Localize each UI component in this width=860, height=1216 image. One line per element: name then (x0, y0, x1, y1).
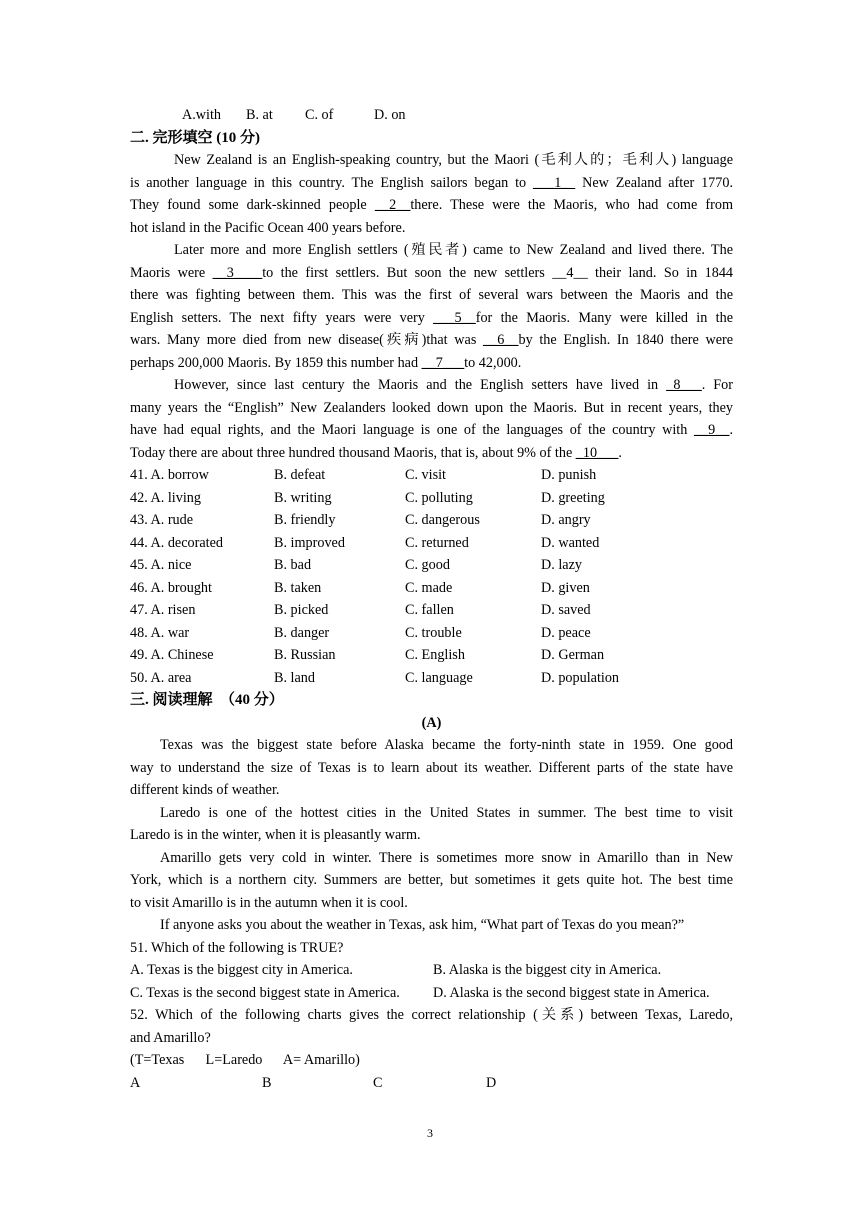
option-b: B. taken (274, 579, 322, 596)
line-text: New Zealand after 1770. (575, 174, 733, 191)
line-text: Maoris were (130, 264, 213, 281)
option-a: 50. A. area (130, 669, 192, 686)
option-b: B. at (246, 107, 273, 123)
line-text: New Zealand is an English-speaking country, but the Maori (毛利人的；毛利人) language (174, 152, 733, 168)
q51-option-b: B. Alaska is the biggest city in America. (433, 962, 662, 978)
paragraph-line (130, 419, 733, 442)
line-text: is another language in this country. The English sailors began to (130, 174, 533, 191)
q51-question: 51. Which of the following is TRUE? (130, 939, 344, 956)
option-c: C. English (405, 647, 465, 663)
reading-passage (130, 734, 733, 937)
line-text: . (729, 422, 733, 438)
line-text: by the English. In 1840 there were (518, 332, 734, 348)
line-text: hot island in the Pacific Ocean 400 years before. (130, 219, 406, 236)
paragraph-line (130, 194, 733, 217)
option-b: B. danger (274, 624, 330, 641)
option-a: 45. A. nice (130, 557, 192, 573)
option-a: 44. A. decorated (130, 534, 223, 551)
option-c: C. fallen (405, 602, 454, 618)
option-a: 43. A. rude (130, 512, 194, 528)
paragraph-line (130, 262, 733, 285)
q52-label-d: D (486, 1074, 497, 1091)
option-d: D. punish (541, 467, 597, 483)
line-text: wars. Many more died from new disease(疾病)that was (130, 332, 484, 348)
option-row (130, 644, 733, 667)
q51-options-row1 (130, 959, 733, 982)
answer-blank: __3____ (212, 264, 263, 281)
line-text: . (618, 444, 622, 461)
q51-option-a: A. Texas is the biggest city in America. (130, 962, 353, 978)
line-text: . For (701, 377, 733, 393)
option-b: B. bad (274, 557, 312, 573)
line-text: to 42,000. (464, 354, 522, 371)
line-text: many years the “English” New Zealanders looked down upon the Maoris. But in recent years, they (130, 399, 733, 416)
option-a: 41. A. borrow (130, 467, 209, 483)
option-row (130, 532, 733, 555)
option-c: C. visit (405, 467, 446, 483)
cloze-paragraph-1 (130, 149, 733, 239)
paragraph-line (130, 329, 733, 352)
option-b: B. friendly (274, 512, 336, 528)
paragraph-line (130, 149, 733, 172)
option-b: B. defeat (274, 467, 326, 483)
paragraph-line (130, 374, 733, 397)
passage-line: to visit Amarillo is in the autumn when it is cool. (130, 894, 408, 911)
passage-line: way to understand the size of Texas is to learn about its weather. Different parts of the state have (130, 759, 733, 776)
line-text: Today there are about three hundred thousand Maoris, that is, about 9% of the (130, 444, 576, 461)
option-c: C. dangerous (405, 512, 480, 528)
option-d: D. German (541, 647, 605, 663)
paragraph-line (130, 217, 733, 240)
q52-label-a: A (130, 1074, 141, 1091)
q52-label-c: C (373, 1074, 383, 1091)
passage-label: (A) (421, 714, 442, 731)
option-a: 47. A. risen (130, 602, 196, 618)
line-text: have had equal rights, and the Maori language is one of the languages of the country with (130, 422, 694, 438)
option-a: A.with (182, 107, 222, 123)
option-d: D. lazy (541, 557, 582, 573)
section2-heading: 二. 完形填空 (10 分) (130, 129, 261, 146)
paragraph-line (130, 352, 733, 375)
paragraph-line (130, 397, 733, 420)
passage-line: different kinds of weather. (130, 782, 280, 798)
option-a: 46. A. brought (130, 579, 212, 596)
q52-question-line2: and Amarillo? (130, 1029, 211, 1046)
option-d: D. greeting (541, 489, 605, 506)
line-text: Later more and more English settlers (殖民者) came to New Zealand and lived there. The (174, 242, 733, 258)
paragraph-line (130, 307, 733, 330)
option-c: C. of (305, 107, 334, 123)
passage-line: Laredo is in the winter, when it is pleasantly warm. (130, 827, 421, 843)
option-a: 49. A. Chinese (130, 647, 214, 663)
passage-line: Amarillo gets very cold in winter. There is sometimes more snow in Amarillo than in New (160, 849, 733, 866)
option-row (130, 487, 733, 510)
q52-label-b: B (262, 1074, 272, 1091)
option-row (130, 667, 733, 690)
document-page (130, 104, 733, 1094)
option-c: C. language (405, 669, 473, 686)
line-text: to the first settlers. But soon the new settlers __4__ their land. So in 1844 (262, 264, 734, 281)
line-text: there was fighting between them. This was the first of several wars between the Maoris and the (130, 287, 733, 303)
option-row (130, 599, 733, 622)
option-b: B. Russian (274, 647, 336, 663)
q52-question-line1: 52. Which of the following charts gives the correct relationship (关系) between Texas, Laredo, (130, 1007, 733, 1023)
option-d: D. on (374, 107, 406, 123)
paragraph-line (130, 172, 733, 195)
q51-option-d: D. Alaska is the second biggest state in America. (433, 984, 710, 1001)
option-d: D. saved (541, 602, 591, 618)
option-c: C. made (405, 579, 453, 596)
answer-blank: ___1_ (532, 174, 576, 191)
option-d: D. angry (541, 512, 591, 528)
option-d: D. population (541, 669, 620, 686)
answer-blank: __9__ (693, 422, 730, 438)
option-row (130, 509, 733, 532)
option-row (130, 554, 733, 577)
line-text: perhaps 200,000 Maoris. By 1859 this number had (130, 354, 422, 371)
cloze-paragraph-3 (130, 374, 733, 464)
q52-chart-labels (130, 1072, 733, 1095)
option-c: C. trouble (405, 624, 462, 641)
option-a: 42. A. living (130, 489, 201, 506)
option-b: B. picked (274, 602, 329, 618)
passage-line: York, which is a northern city. Summers are better, but sometimes it gets quite hot. The best time (130, 872, 733, 888)
previous-question-options (130, 104, 733, 127)
option-c: C. polluting (405, 489, 473, 506)
passage-line: Texas was the biggest state before Alaska became the forty-ninth state in 1959. One good (160, 737, 733, 753)
q52-key: (T=Texas L=Laredo A= Amarillo) (130, 1052, 360, 1068)
option-d: D. given (541, 579, 590, 596)
passage-line: If anyone asks you about the weather in Texas, ask him, “What part of Texas do you mean?” (160, 917, 685, 933)
cloze-options (130, 464, 733, 689)
cloze-paragraph-2 (130, 239, 733, 374)
answer-blank: __6__ (483, 332, 519, 348)
option-b: B. improved (274, 534, 345, 551)
page-number: 3 (427, 1126, 433, 1140)
paragraph-line (130, 442, 733, 465)
option-c: C. good (405, 557, 450, 573)
option-d: D. peace (541, 624, 591, 641)
option-row (130, 622, 733, 645)
answer-blank: __7___ (421, 354, 465, 371)
option-row (130, 577, 733, 600)
paragraph-line (130, 284, 733, 307)
line-text: for the Maoris. Many were killed in the (475, 309, 733, 326)
option-d: D. wanted (541, 534, 600, 551)
option-c: C. returned (405, 534, 469, 551)
line-text: However, since last century the Maoris and the English setters have lived in (174, 377, 667, 393)
option-row (130, 464, 733, 487)
line-text: there. These were the Maoris, who had come from (410, 197, 733, 213)
answer-blank: _8___ (666, 377, 702, 393)
answer-blank: __2__ (374, 197, 411, 213)
option-b: B. writing (274, 489, 332, 506)
option-a: 48. A. war (130, 624, 190, 641)
answer-blank: ___5__ (433, 309, 476, 326)
option-b: B. land (274, 669, 315, 686)
q51-options-row2 (130, 982, 733, 1005)
q51-option-c: C. Texas is the second biggest state in America. (130, 984, 400, 1001)
answer-blank: _10___ (575, 444, 619, 461)
section3-heading: 三. 阅读理解 （40 分） (130, 692, 284, 708)
line-text: English setters. The next fifty years were very (130, 309, 434, 326)
passage-line: Laredo is one of the hottest cities in the United States in summer. The best time to visit (160, 804, 733, 821)
paragraph-line (130, 239, 733, 262)
line-text: They found some dark-skinned people (130, 197, 375, 213)
